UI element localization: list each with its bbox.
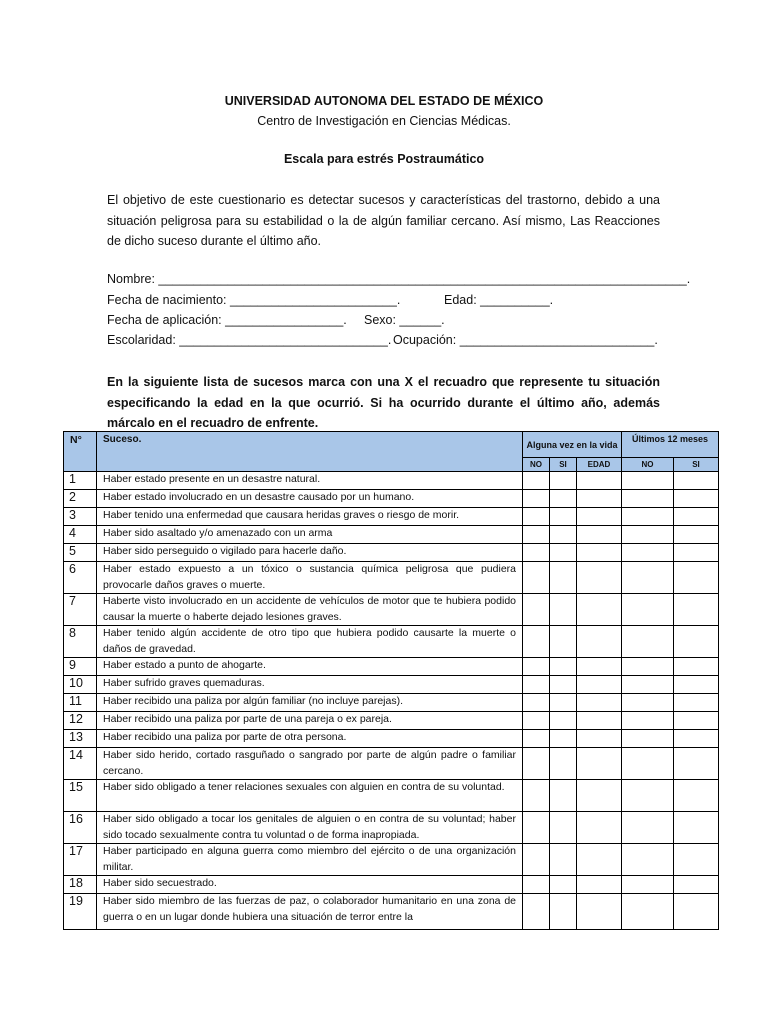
box-lifetime-age[interactable]	[577, 748, 622, 780]
box-lifetime-age[interactable]	[577, 780, 622, 812]
group-last-12-months-header: Últimos 12 meses	[622, 432, 719, 458]
event-description: Haber estado presente en un desastre natural.	[97, 472, 523, 490]
table-row	[64, 658, 719, 676]
box-lifetime-si[interactable]	[550, 472, 577, 490]
event-description: Haber sido miembro de las fuerzas de paz, o colaborador humanitario en una zona de guerra o en un lugar donde hubiera una situación de terror entre la	[97, 894, 523, 930]
event-description: Haber sido obligado a tocar los genitales de alguien o en contra de su voluntad; haber sido tocado sexualmente contra tu voluntad o de forma inapropiada.	[97, 812, 523, 844]
row-number: 16	[64, 812, 97, 844]
table-row	[64, 526, 719, 544]
row-number: 5	[64, 544, 97, 562]
box-lifetime-age[interactable]	[577, 544, 622, 562]
row-number: 17	[64, 844, 97, 876]
box-lifetime-si[interactable]	[550, 730, 577, 748]
box-lifetime-no[interactable]	[523, 812, 550, 844]
box-lifetime-si[interactable]	[550, 844, 577, 876]
table-row	[64, 490, 719, 508]
row-number: 3	[64, 508, 97, 526]
box-lifetime-age[interactable]	[577, 676, 622, 694]
box-lifetime-si[interactable]	[550, 894, 577, 930]
occupation-field[interactable]: Ocupación: ____________________________.	[393, 333, 658, 347]
table-row	[64, 844, 719, 876]
box-lifetime-age[interactable]	[577, 712, 622, 730]
row-number: 8	[64, 626, 97, 658]
box-lifetime-no[interactable]	[523, 712, 550, 730]
box-12m-si[interactable]	[674, 712, 719, 730]
box-12m-no[interactable]	[622, 676, 674, 694]
row-number: 15	[64, 780, 97, 812]
box-12m-no[interactable]	[622, 626, 674, 658]
box-12m-no[interactable]	[622, 658, 674, 676]
box-lifetime-si[interactable]	[550, 780, 577, 812]
table-row	[64, 876, 719, 894]
box-12m-no[interactable]	[622, 748, 674, 780]
box-12m-si[interactable]	[674, 748, 719, 780]
table-row	[64, 508, 719, 526]
table-row	[64, 676, 719, 694]
box-lifetime-age[interactable]	[577, 562, 622, 594]
box-12m-si[interactable]	[674, 694, 719, 712]
event-description: Haber recibido una paliza por algún familiar (no incluye parejas).	[97, 694, 523, 712]
events-table-body	[64, 472, 719, 930]
box-12m-no[interactable]	[622, 894, 674, 930]
row-number: 4	[64, 526, 97, 544]
sub-no-12m-header: NO	[622, 458, 674, 472]
box-lifetime-no[interactable]	[523, 748, 550, 780]
box-lifetime-age[interactable]	[577, 694, 622, 712]
box-12m-si[interactable]	[674, 876, 719, 894]
event-description: Haber sido obligado a tener relaciones sexuales con alguien en contra de su voluntad.	[97, 780, 523, 812]
box-lifetime-si[interactable]	[550, 876, 577, 894]
box-12m-si[interactable]	[674, 780, 719, 812]
table-row	[64, 730, 719, 748]
event-description: Haber estado involucrado en un desastre causado por un humano.	[97, 490, 523, 508]
box-12m-si[interactable]	[674, 490, 719, 508]
table-row	[64, 712, 719, 730]
box-12m-si[interactable]	[674, 526, 719, 544]
events-table	[63, 431, 719, 930]
box-12m-si[interactable]	[674, 844, 719, 876]
row-number: 14	[64, 748, 97, 780]
box-lifetime-no[interactable]	[523, 730, 550, 748]
box-12m-no[interactable]	[622, 780, 674, 812]
box-lifetime-si[interactable]	[550, 658, 577, 676]
col-number-header: N°	[64, 432, 97, 472]
box-12m-no[interactable]	[622, 594, 674, 626]
box-lifetime-si[interactable]	[550, 594, 577, 626]
table-row	[64, 562, 719, 594]
box-12m-si[interactable]	[674, 894, 719, 930]
box-lifetime-si[interactable]	[550, 712, 577, 730]
box-lifetime-si[interactable]	[550, 748, 577, 780]
table-row	[64, 894, 719, 930]
box-lifetime-si[interactable]	[550, 694, 577, 712]
sub-no-header: NO	[523, 458, 550, 472]
event-description: Haber sufrido graves quemaduras.	[97, 676, 523, 694]
box-lifetime-no[interactable]	[523, 780, 550, 812]
box-lifetime-si[interactable]	[550, 490, 577, 508]
box-12m-si[interactable]	[674, 676, 719, 694]
table-row	[64, 780, 719, 812]
box-lifetime-age[interactable]	[577, 894, 622, 930]
event-description: Haber sido asaltado y/o amenazado con un arma	[97, 526, 523, 544]
birthdate-field[interactable]: Fecha de nacimiento: ________________________.	[107, 293, 401, 307]
row-number: 7	[64, 594, 97, 626]
row-number: 13	[64, 730, 97, 748]
box-lifetime-no[interactable]	[523, 658, 550, 676]
instructions-paragraph: En la siguiente lista de sucesos marca con una X el recuadro que represente tu situación especificando la edad en la que ocurrió. Si ha ocurrido durante el último año, además márcalo en el recuadro de enfrente.	[107, 375, 660, 430]
row-number: 12	[64, 712, 97, 730]
box-lifetime-no[interactable]	[523, 626, 550, 658]
event-description: Haberte visto involucrado en un accidente de vehículos de motor que te hubiera podido causar la muerte o haberte dejado lesiones graves.	[97, 594, 523, 626]
box-lifetime-no[interactable]	[523, 508, 550, 526]
box-lifetime-age[interactable]	[577, 594, 622, 626]
box-12m-no[interactable]	[622, 876, 674, 894]
box-lifetime-si[interactable]	[550, 562, 577, 594]
box-lifetime-no[interactable]	[523, 676, 550, 694]
box-12m-si[interactable]	[674, 626, 719, 658]
box-lifetime-age[interactable]	[577, 844, 622, 876]
box-12m-no[interactable]	[622, 490, 674, 508]
objective-paragraph: El objetivo de este cuestionario es detectar sucesos y características del trastorno, debido a una situación peligrosa para su estabilidad o la de algún familiar cercano. Así mismo, Las Reacciones de dicho suceso durante el último año.	[107, 193, 660, 248]
box-lifetime-age[interactable]	[577, 472, 622, 490]
event-description: Haber estado expuesto a un tóxico o sustancia química peligrosa que pudiera provocarle daños graves o muerte.	[97, 562, 523, 594]
box-lifetime-age[interactable]	[577, 812, 622, 844]
box-12m-no[interactable]	[622, 712, 674, 730]
sub-edad-header: EDAD	[577, 458, 622, 472]
box-lifetime-age[interactable]	[577, 876, 622, 894]
box-12m-no[interactable]	[622, 730, 674, 748]
box-lifetime-si[interactable]	[550, 676, 577, 694]
box-lifetime-no[interactable]	[523, 694, 550, 712]
box-lifetime-no[interactable]	[523, 526, 550, 544]
research-center: Centro de Investigación en Ciencias Médicas.	[257, 114, 511, 128]
box-lifetime-no[interactable]	[523, 472, 550, 490]
row-number: 11	[64, 694, 97, 712]
schooling-field[interactable]: Escolaridad: ______________________________.	[107, 333, 392, 347]
row-number: 10	[64, 676, 97, 694]
box-12m-no[interactable]	[622, 472, 674, 490]
event-description: Haber recibido una paliza por parte de una pareja o ex pareja.	[97, 712, 523, 730]
university-title: UNIVERSIDAD AUTONOMA DEL ESTADO DE MÉXICO	[224, 94, 544, 108]
scale-title: Escala para estrés Postraumático	[283, 152, 485, 166]
box-lifetime-no[interactable]	[523, 562, 550, 594]
box-12m-no[interactable]	[622, 844, 674, 876]
event-description: Haber estado a punto de ahogarte.	[97, 658, 523, 676]
box-12m-si[interactable]	[674, 508, 719, 526]
box-lifetime-age[interactable]	[577, 508, 622, 526]
box-lifetime-si[interactable]	[550, 626, 577, 658]
box-12m-si[interactable]	[674, 562, 719, 594]
box-lifetime-age[interactable]	[577, 626, 622, 658]
row-number: 18	[64, 876, 97, 894]
box-12m-si[interactable]	[674, 730, 719, 748]
event-description: Haber sido perseguido o vigilado para hacerle daño.	[97, 544, 523, 562]
box-12m-no[interactable]	[622, 544, 674, 562]
box-lifetime-no[interactable]	[523, 894, 550, 930]
box-lifetime-age[interactable]	[577, 730, 622, 748]
event-description: Haber tenido una enfermedad que causara heridas graves o riesgo de morir.	[97, 508, 523, 526]
box-12m-si[interactable]	[674, 658, 719, 676]
box-lifetime-si[interactable]	[550, 544, 577, 562]
sub-si-12m-header: SI	[674, 458, 719, 472]
event-description: Haber tenido algún accidente de otro tipo que hubiera podido causarte la muerte o daños de gravedad.	[97, 626, 523, 658]
box-12m-no[interactable]	[622, 562, 674, 594]
box-12m-no[interactable]	[622, 812, 674, 844]
box-lifetime-no[interactable]	[523, 594, 550, 626]
box-12m-no[interactable]	[622, 694, 674, 712]
sub-si-header: SI	[550, 458, 577, 472]
table-row	[64, 694, 719, 712]
table-row	[64, 594, 719, 626]
row-number: 9	[64, 658, 97, 676]
box-12m-si[interactable]	[674, 544, 719, 562]
group-lifetime-header: Alguna vez en la vida	[523, 432, 622, 458]
nombre-field[interactable]: Nombre: ____________________________________________________________________________.	[107, 272, 691, 286]
box-lifetime-si[interactable]	[550, 526, 577, 544]
box-lifetime-no[interactable]	[523, 544, 550, 562]
box-lifetime-no[interactable]	[523, 876, 550, 894]
box-lifetime-age[interactable]	[577, 658, 622, 676]
sex-field[interactable]: Sexo: ______.	[364, 313, 445, 327]
age-field[interactable]: Edad: __________.	[444, 293, 554, 307]
box-12m-no[interactable]	[622, 508, 674, 526]
row-number: 2	[64, 490, 97, 508]
event-description: Haber sido herido, cortado rasguñado o sangrado por parte de algún padre o familiar cercano.	[97, 748, 523, 780]
table-row	[64, 748, 719, 780]
box-lifetime-si[interactable]	[550, 812, 577, 844]
table-row	[64, 812, 719, 844]
box-lifetime-no[interactable]	[523, 490, 550, 508]
row-number: 6	[64, 562, 97, 594]
row-number: 1	[64, 472, 97, 490]
event-description: Haber recibido una paliza por parte de otra persona.	[97, 730, 523, 748]
box-12m-si[interactable]	[674, 594, 719, 626]
table-row	[64, 472, 719, 490]
box-lifetime-no[interactable]	[523, 844, 550, 876]
table-row	[64, 544, 719, 562]
box-lifetime-si[interactable]	[550, 508, 577, 526]
col-event-header: Suceso.	[97, 432, 523, 472]
box-12m-no[interactable]	[622, 526, 674, 544]
event-description: Haber sido secuestrado.	[97, 876, 523, 894]
box-lifetime-age[interactable]	[577, 490, 622, 508]
box-12m-si[interactable]	[674, 472, 719, 490]
box-12m-si[interactable]	[674, 812, 719, 844]
application-date-field[interactable]: Fecha de aplicación: _________________.	[107, 313, 347, 327]
row-number: 19	[64, 894, 97, 930]
table-row	[64, 626, 719, 658]
event-description: Haber participado en alguna guerra como miembro del ejército o de una organización militar.	[97, 844, 523, 876]
box-lifetime-age[interactable]	[577, 526, 622, 544]
